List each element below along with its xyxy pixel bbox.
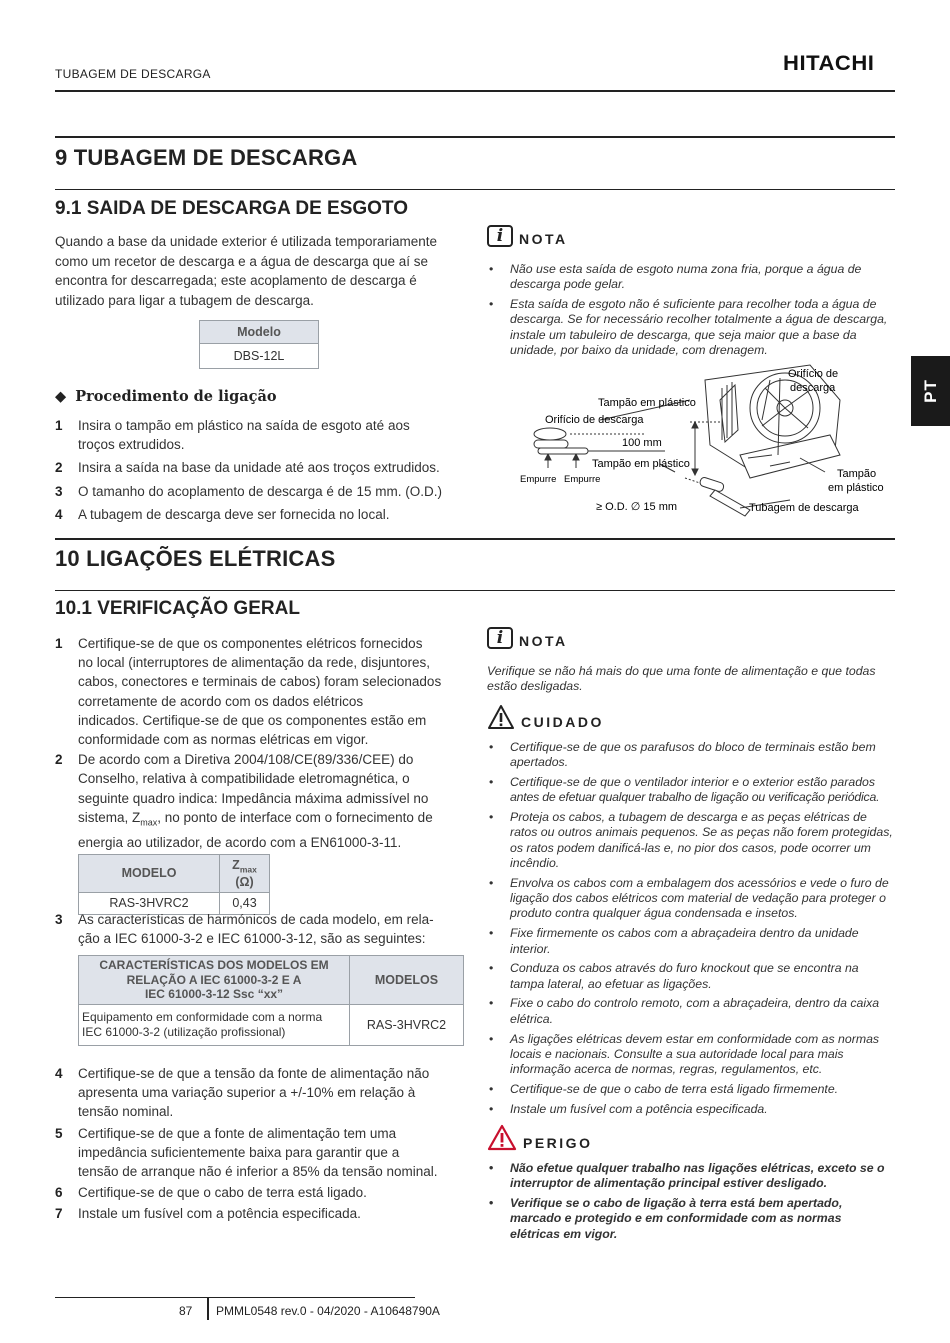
caution-line: Proteja os cabos, a tubagem de descarga e as peças elétricas de [510,810,867,825]
list-item [55,750,475,852]
item-line: As características de harmónicos de cada modelo, em rela- [78,912,434,927]
intro-line: utilizado para ligar a tubagem de descarga. [55,292,314,308]
note-line: Verifique se não há mais do que uma fonte de alimentação e que todas [487,664,876,678]
zmax-table-header-value [220,855,270,893]
item-line: apresenta uma variação superior a +/-10% em relação à [78,1085,416,1101]
caution-line: locais e nacionais. Consulte a sua autoridade local para mais [510,1046,844,1061]
harmonics-table [78,955,464,1046]
list-item [55,1204,475,1223]
item-number: 3 [55,912,63,927]
model-table-value: DBS-12L [200,344,319,369]
caution-line: Certifique-se de que o cabo de terra está ligado firmemente. [510,1081,839,1096]
note-line: descarga. Se for necessário recolher totalmente a água de descarga, [510,312,888,327]
header-line: RELAÇÃO A IEC 61000-3-2 E A [126,972,302,987]
caution-line: elétrica. [510,1011,554,1026]
bullet: • [489,1081,494,1096]
caution-line: os ratos podem danificá-las e, no pior dos casos, pode ocorrer um [510,840,871,855]
step-line: O tamanho do acoplamento de descarga é de 15 mm. (O.D.) [78,483,442,499]
footer-separator [207,1297,209,1320]
item-line: ção a IEC 61000-3-2 e IEC 61000-3-12, são as seguintes: [78,931,426,947]
list-item [487,297,896,358]
list-item [487,1161,896,1192]
harmonics-table-cell-conformity [79,1004,350,1045]
page-number: 87 [179,1304,193,1318]
caution-line: ratos ou outros animais pequenos. Se as peças não forem protegidas, [510,825,893,840]
item-line: Certifique-se de que a tensão da fonte de alimentação não [78,1066,430,1081]
caution-line: Conduza os cabos através do furo knockout que se encontra na [510,961,859,976]
label-dimension: 100 mm [622,437,662,449]
caution-line: antes de efetuar qualquer trabalho de ligação ou verificação periódica. [510,790,880,805]
bullet: • [489,297,494,312]
bullet: • [489,262,494,276]
list-item [55,1064,475,1122]
zmax-table [78,854,270,915]
intro-line: Quando a base da unidade exterior é utilizada temporariamente [55,234,437,249]
document-reference: PMML0548 rev.0 - 04/2020 - A10648790A [216,1304,440,1318]
header-subscript: max [239,864,257,875]
section-rule [55,538,895,540]
item-line: Conselho, relativa à compatibilidade eletromagnética, o [78,771,410,787]
label-drain-hole-right-2: descarga [790,382,836,394]
step-number: 4 [55,506,63,522]
list-item [487,740,896,771]
check-list-c [55,1064,475,1224]
list-item [487,1082,896,1097]
note-line: Esta saída de esgoto não é suficiente para recolher toda a água de [510,297,877,312]
section-rule [55,136,895,138]
danger-line: Verifique se o cabo de ligação à terra está bem apertado, [510,1196,843,1211]
caution-list [487,740,896,1122]
zmax-table-value: 0,43 [220,892,270,914]
note-line: Não use esta saída de esgoto numa zona fria, porque a água de [510,262,862,276]
list-item [55,458,475,477]
header-section-label: TUBAGEM DE DESCARGA [55,67,211,81]
danger-line: interruptor de alimentação principal estiver desligado. [510,1176,828,1191]
item-line: indicados. Certifique-se de que os componentes estão em [78,712,427,728]
label-drain-hole-left: Orifício de descarga [545,414,644,426]
check-list-b [55,910,475,948]
list-item [487,961,896,992]
note-text [487,664,897,695]
note-heading [487,627,568,649]
item-number: 4 [55,1066,63,1081]
bullet: • [489,775,494,790]
caution-line: Instale um fusível com a potência especificada. [510,1101,768,1116]
note-line: descarga pode gelar. [510,277,626,292]
note-line: instale um tabuleiro de descarga, que seja maior que a base da [510,327,857,342]
danger-line: marcado e protegido e em conformidade com as normas [510,1211,842,1226]
item-text: sistema, Z [78,809,141,825]
item-number: 6 [55,1185,63,1201]
caution-line: produto contra qualquer água condensada e insetos. [510,906,798,921]
label-outer-diameter: ≥ O.D. ∅ 15 mm [596,501,678,513]
section-10-title: 10 LIGAÇÕES ELÉTRICAS [55,546,336,571]
caution-line: interior. [510,941,551,956]
label-plastic-cap-right-2: em plástico [828,482,884,494]
brand-logo: HITACHI [783,52,875,75]
danger-triangle-icon [487,1124,517,1151]
step-line: troços extrudidos. [78,437,185,453]
danger-heading [487,1124,592,1151]
check-list-a [55,634,475,852]
zmax-table-model: RAS-3HVRC2 [79,892,220,914]
item-number: 5 [55,1125,63,1141]
item-line: tensão nominal. [78,1104,174,1120]
intro-paragraph [55,232,475,310]
item-line: corretamente de acordo com os dados elétricos [78,693,364,709]
label-plastic-cap-top: Tampão em plástico [598,397,696,409]
item-line: cabos, conectores e terminais de cabos) foram selecionados [78,674,442,690]
drain-diagram-drawing [510,360,910,520]
label-push-1: Empurre [520,474,557,485]
item-line: no local (interruptores de alimentação da rede, disjuntores, [78,655,430,671]
list-item [55,1124,475,1182]
note-heading [487,225,568,247]
caution-line: incêndio. [510,856,560,871]
step-line: Insira a saída na base da unidade até aos troços extrudidos. [78,460,440,476]
note-line: unidade, por baixo da unidade, com drenagem. [510,342,768,357]
drain-diagram [510,360,910,520]
header-text: (Ω) [235,874,254,889]
item-number: 7 [55,1206,63,1222]
caution-line: As ligações elétricas devem estar em conformidade com as normas [510,1031,880,1046]
item-line [78,808,475,833]
list-item [487,775,896,806]
subsection-10-1-title: 10.1 VERIFICAÇÃO GERAL [55,598,300,619]
header-line: CARACTERÍSTICAS DOS MODELOS EM [99,958,329,972]
list-item [487,1102,896,1117]
list-item [487,1196,896,1242]
zmax-table-header-model: MODELO [79,855,220,893]
model-table-header: Modelo [200,321,319,344]
step-number: 2 [55,460,63,476]
caution-line: Fixe o cabo do controlo remoto, com a abraçadeira, dentro da caixa [510,996,880,1011]
subsection-rule [55,189,895,190]
list-item [487,810,896,871]
bullet: • [489,1101,494,1116]
procedure-steps [55,416,475,524]
list-item [487,262,896,293]
caution-line: Envolva os cabos com a embalagem dos acessórios e vede o furo de [510,875,889,890]
bullet: • [489,1161,494,1175]
item-line: Certifique-se de que a fonte de alimentação tem uma [78,1125,397,1141]
item-line: tensão de arranque não é inferior a 85% da tensão nominal. [78,1164,438,1180]
list-item [55,634,475,749]
list-item [55,416,475,454]
bullet: • [489,875,494,890]
item-line: seguinte quadro indica: Impedância máxima admissível no [78,790,429,806]
bullet: • [489,996,494,1011]
footer-rule [55,1297,415,1298]
note-title: NOTA [519,633,568,649]
danger-list [487,1161,896,1246]
caution-line: ligação dos cabos elétricos com material de vedação para proteger o [510,891,886,906]
diamond-icon: ◆ [55,388,67,405]
bullet: • [489,1196,494,1211]
item-line: Certifique-se de que o cabo de terra está ligado. [78,1185,367,1201]
section-9-title: 9 TUBAGEM DE DESCARGA [55,145,358,170]
item-line: Certifique-se de que os componentes elétricos fornecidos [78,636,423,651]
caution-line: apertados. [510,755,569,770]
warning-triangle-icon [487,704,515,730]
harmonics-table-cell-model: RAS-3HVRC2 [350,1004,464,1045]
item-line: impedância suficientemente baixa para garantir que a [78,1144,400,1160]
language-tab-label: PT [920,379,940,403]
subsection-rule [55,590,895,591]
caution-line: Certifique-se de que os parafusos do bloco de terminais estão bem [510,740,876,754]
info-icon: i [487,225,513,247]
list-item [487,1032,896,1078]
cell-line: Equipamento em conformidade com a norma [82,1009,323,1024]
procedure-title: Procedimento de ligação [75,388,277,405]
label-plastic-cap-mid: Tampão em plástico [592,458,690,470]
list-item [55,505,475,524]
procedure-heading [55,388,277,405]
caution-line: Fixe firmemente os cabos com a abraçadeira dentro da unidade [510,926,859,941]
intro-line: como um recetor de descarga e a água de descarga que aí se [55,253,428,269]
item-number: 2 [55,752,63,768]
header-text: Z [232,858,240,872]
step-line: A tubagem de descarga deve ser fornecida no local. [78,506,390,522]
bullet: • [489,926,494,941]
danger-line: Não efetue qualquer trabalho nas ligações elétricas, exceto se o [510,1161,885,1175]
list-item [487,926,896,957]
caution-line: tampa lateral, ao efetuar as ligações. [510,976,712,991]
label-plastic-cap-right-1: Tampão [837,468,877,480]
harmonics-table-header-models: MODELOS [350,956,464,1005]
caution-title: CUIDADO [521,714,604,730]
language-tab[interactable] [911,356,950,426]
list-item [55,910,475,948]
label-push-2: Empurre [564,474,601,485]
cell-line: IEC 61000-3-2 (utilização profissional) [82,1024,286,1039]
bullet: • [489,810,494,825]
intro-line: encontra for descarregada; este acoplamento de descarga é [55,273,417,288]
list-item [55,1183,475,1202]
list-item [487,876,896,922]
item-number: 1 [55,636,63,651]
caution-heading [487,704,604,730]
note-title: NOTA [519,231,568,247]
step-line: Insira o tampão em plástico na saída de esgoto até aos [78,418,410,433]
header-rule [55,90,895,92]
item-text: , no ponto de interface com o fornecimento de [157,809,433,825]
caution-line: Certifique-se de que o ventilador interior e o exterior estão parados [510,775,876,790]
subsection-9-1-title: 9.1 SAIDA DE DESCARGA DE ESGOTO [55,198,408,219]
list-item [55,482,475,501]
danger-title: PERIGO [523,1135,593,1151]
harmonics-table-header-characteristics [79,956,350,1005]
bullet: • [489,740,494,754]
item-line: conformidade com as normas elétricas em vigor. [78,732,369,748]
item-line: energia ao utilizador, de acordo com a EN61000-3-11. [78,834,402,850]
info-icon: i [487,627,513,649]
step-number: 1 [55,418,63,433]
step-number: 3 [55,483,63,499]
item-subscript: max [140,817,158,828]
note-line: estão desligadas. [487,679,583,694]
list-item [487,996,896,1027]
item-line: Instale um fusível com a potência especificada. [78,1206,361,1222]
bullet: • [489,961,494,976]
note-list [487,262,896,363]
label-drain-hole-right-1: Orifício de [788,368,839,380]
model-table [199,320,319,369]
danger-line: elétricas em vigor. [510,1226,618,1241]
bullet: • [489,1031,494,1046]
header-line: IEC 61000-3-12 Ssc “xx” [144,987,284,1001]
item-line: De acordo com a Diretiva 2004/108/CE(89/336/CEE) do [78,752,414,768]
label-drain-pipe: Tubagem de descarga [749,502,859,514]
caution-line: informação acerca de normas, regras, regulamentos, etc. [510,1062,823,1077]
